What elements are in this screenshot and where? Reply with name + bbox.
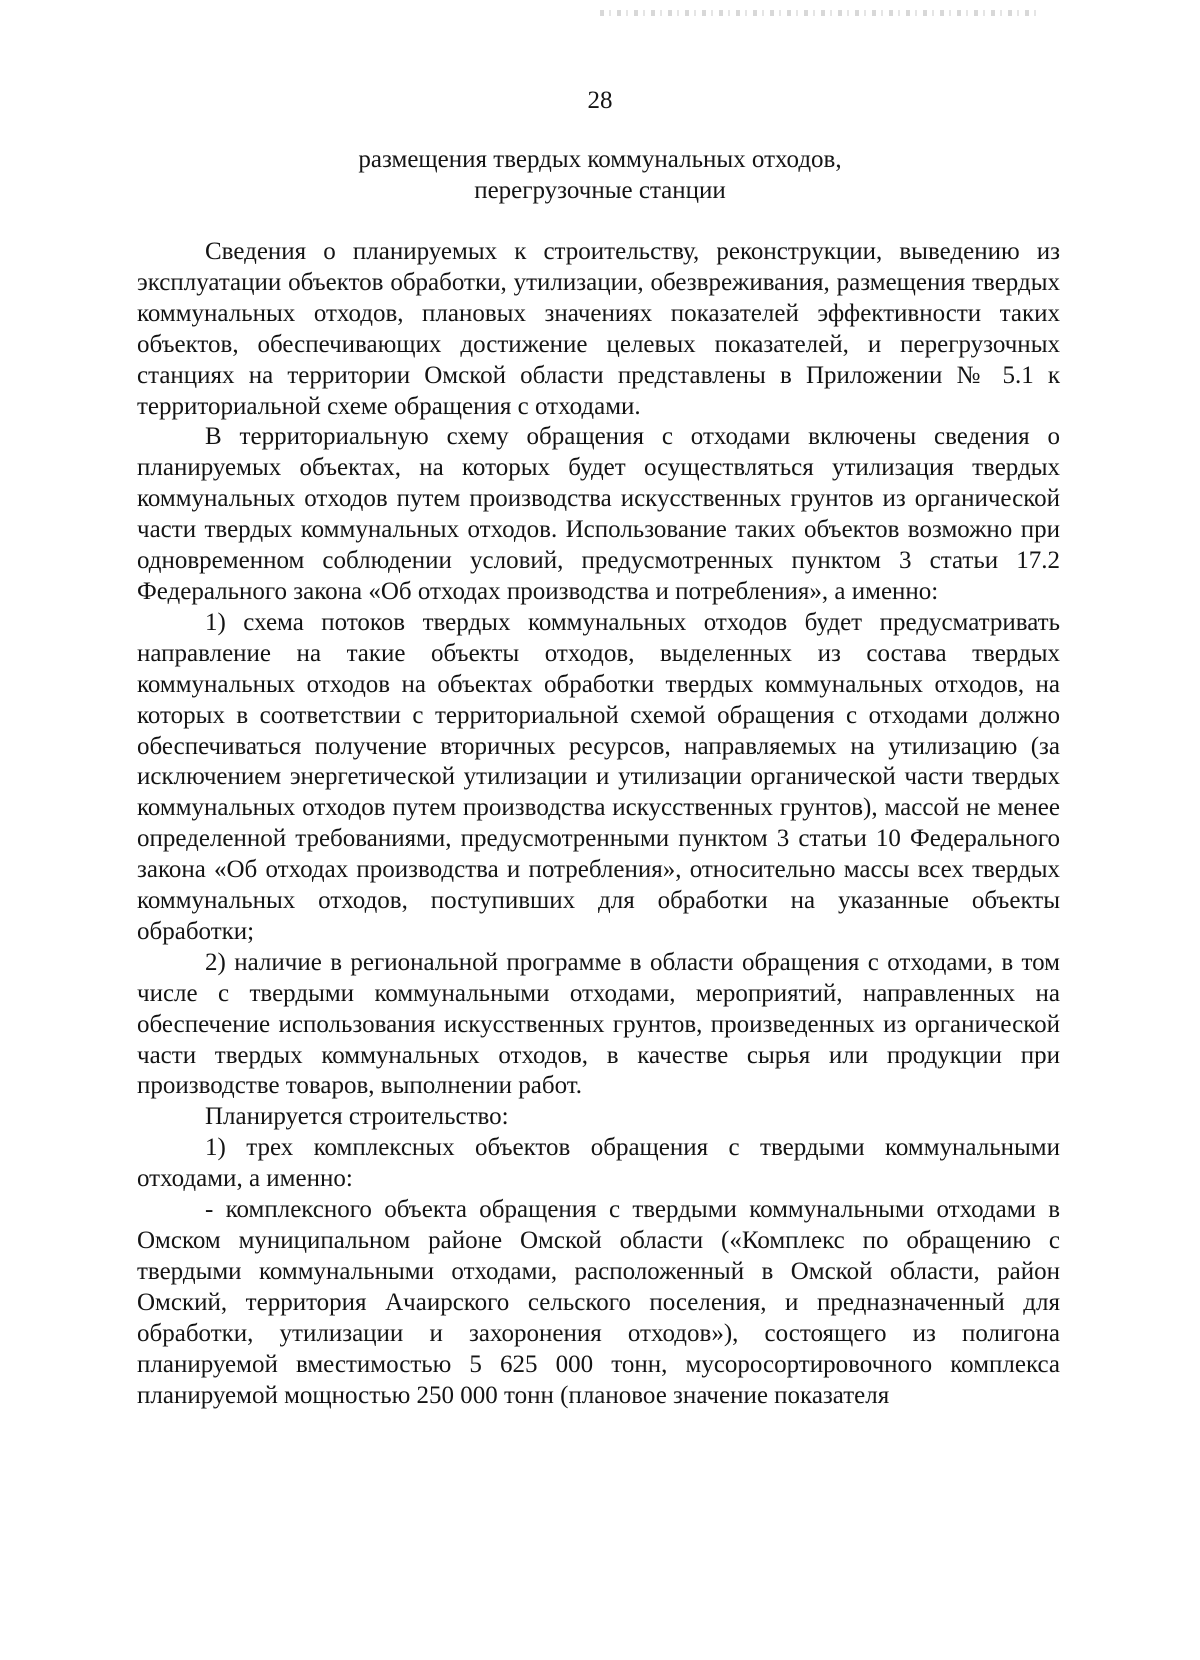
paragraph-omsk-complex: - комплексного объекта обращения с твердыми коммунальными отходами в Омском муниципальном районе Омской области («Комплекс по обращению с твердыми коммунальными отходами, расположенный в Омской области, район Омский, территория Ачаирского сельского поселения, и предназначенный для обработки, утилизации и захоронения отходов»), состоящего из полигона планируемой вместимостью 5 625 000 тонн, мусоросортировочного комплекса планируемой мощностью 250 000 тонн (плановое значение показателя bbox=[137, 1196, 1060, 1409]
document-body bbox=[137, 237, 1060, 1411]
page-number: 28 bbox=[587, 87, 613, 114]
heading-line-2: перегрузочные станции bbox=[474, 177, 726, 204]
paragraph-condition-2: 2) наличие в региональной программе в области обращения с отходами, в том числе с твердыми коммунальными отходами, мероприятий, направленных на обеспечение использования искусственных грунтов, произведенных из органической части твердых коммунальных отходов, в качестве сырья или продукции при производстве товаров, выполнении работ. bbox=[137, 948, 1060, 1100]
scan-artifact-mark bbox=[600, 10, 1040, 16]
heading-line-1: размещения твердых коммунальных отходов, bbox=[358, 146, 842, 173]
paragraph-three-complexes: 1) трех комплексных объектов обращения с твердыми коммунальными отходами, а именно: bbox=[137, 1134, 1060, 1193]
paragraph-artificial-soil-objects: В территориальную схему обращения с отходами включены сведения о планируемых объектах, на которых будет осуществляться утилизация твердых коммунальных отходов путем производства искусственных грунтов из органической части твердых коммунальных отходов. Использование таких объектов возможно при одновременном соблюдении условий, предусмотренных пунктом 3 статьи 17.2 Федерального закона «Об отходах производства и потребления», а именно: bbox=[137, 423, 1060, 605]
paragraph-condition-1: 1) схема потоков твердых коммунальных отходов будет предусматривать направление на такие объекты отходов, выделенных из состава твердых коммунальных отходов на объектах обработки твердых коммунальных отходов, на которых в соответствии с территориальной схемой обращения с отходами должно обеспечиваться получение вторичных ресурсов, направляемых на утилизацию (за исключением энергетической утилизации и утилизации органической части твердых коммунальных отходов путем производства искусственных грунтов), массой не менее определенной требованиями, предусмотренными пунктом 3 статьи 10 Федерального закона «Об отходах производства и потребления», относительно массы всех твердых коммунальных отходов, поступивших для обработки на указанные объекты обработки; bbox=[137, 608, 1060, 945]
section-heading bbox=[0, 144, 1200, 206]
paragraph-planned-construction: Планируется строительство: bbox=[205, 1103, 509, 1131]
paragraph-info-appendix: Сведения о планируемых к строительству, реконструкции, выведению из эксплуатации объектов обработки, утилизации, обезвреживания, размещения твердых коммунальных отходов, плановых значениях показателей эффективности таких объектов, обеспечивающих достижение целевых показателей, и перегрузочных станциях на территории Омской области представлены в Приложении № 5.1 к территориальной схеме обращения с отходами. bbox=[137, 238, 1060, 420]
